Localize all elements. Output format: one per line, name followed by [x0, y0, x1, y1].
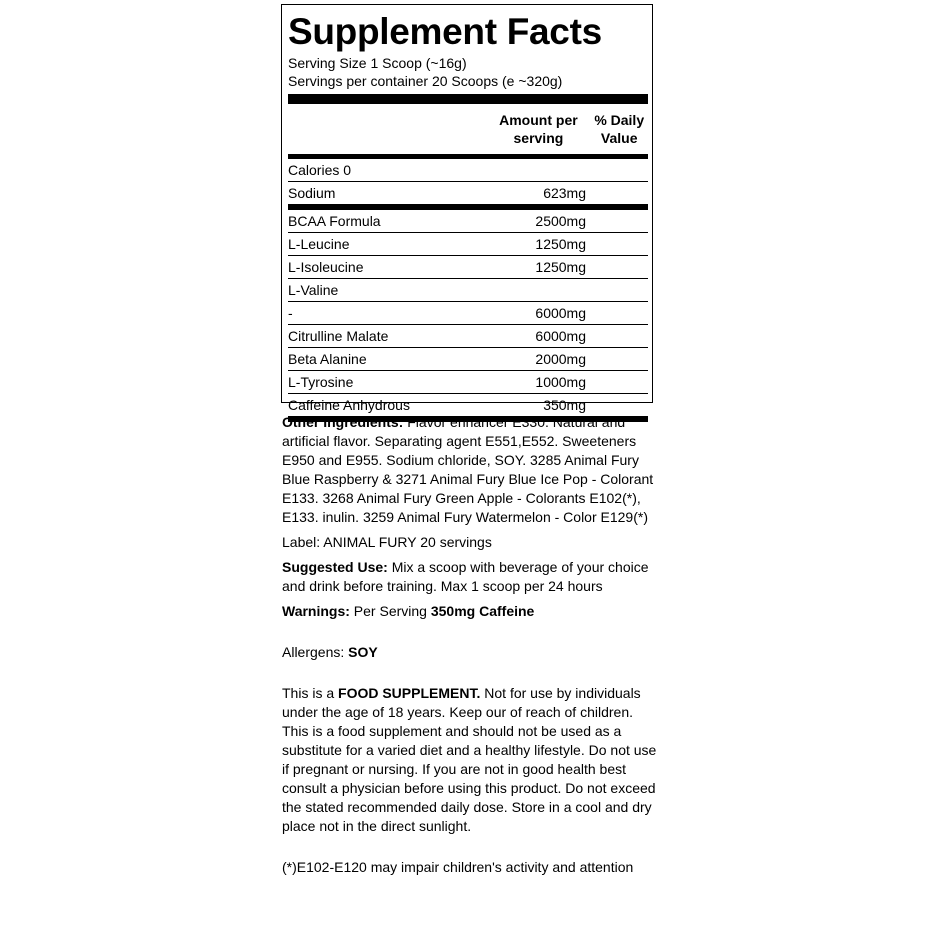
serving-size: Serving Size 1 Scoop (~16g): [288, 55, 467, 71]
nutrient-name: Sodium: [288, 185, 336, 201]
ingredient-amount: 6000mg: [535, 305, 586, 321]
ingredient-amount: 2500mg: [535, 213, 586, 229]
ingredient-amount: 2000mg: [535, 351, 586, 367]
ingredient-row: [288, 325, 648, 348]
ingredient-name: L-Isoleucine: [288, 259, 364, 275]
column-header: [288, 104, 648, 154]
ingredient-amount: 350mg: [543, 397, 586, 413]
ingredient-amount: 6000mg: [535, 328, 586, 344]
label-text-block: [282, 413, 662, 883]
ingredient-amount: 1250mg: [535, 259, 586, 275]
supplement-facts-panel: [281, 4, 653, 413]
warnings: Warnings: Per Serving 350mg Caffeine: [282, 603, 535, 619]
other-ingredients: Other Ingredients: Flavor enhancer E330. Natural and artificial flavor. Separating agent E551,E552. Sweeteners E950 and E955. Sodium chloride, SOY. 3285 Animal Fury Blue Raspberry & 3271 Animal Fury Blue Ice Pop - Colorant E133. 3268 Animal Fury Green Apple - Colorants E102(*), E133. inulin. 3259 Animal Fury Watermelon - Color E129(*): [282, 414, 654, 525]
ingredient-name: L-Leucine: [288, 236, 350, 252]
ingredient-name: L-Valine: [288, 282, 339, 298]
ingredient-row: [288, 256, 648, 279]
ingredient-row: [288, 279, 648, 302]
divider-thick: [288, 94, 648, 104]
suggested-use: Suggested Use: Mix a scoop with beverage of your choice and drink before training. Max 1 scoop per 24 hours: [282, 559, 649, 594]
nutrient-row: [288, 159, 648, 182]
nutrient-amount: 623mg: [543, 185, 586, 201]
ingredient-name: BCAA Formula: [288, 213, 381, 229]
label-line: Label: ANIMAL FURY 20 servings: [282, 534, 492, 550]
ingredient-name: Citrulline Malate: [288, 328, 389, 344]
food-supplement-notice: This is a FOOD SUPPLEMENT. Not for use by individuals under the age of 18 years. Keep our of reach of children. This is a food supplement and should not be used as a substitute for a varied diet and a healthy lifestyle. Do not use if pregnant or nursing. If you are not in good health best consult a physician before using this product. Do not exceed the stated recommended daily dose. Store in a cool and dry place not in the direct sunlight.: [282, 685, 657, 834]
nutrient-name: Calories 0: [288, 162, 352, 178]
ingredient-amount: 1250mg: [535, 236, 586, 252]
ingredient-name: Caffeine Anhydrous: [288, 397, 410, 413]
amount-per-serving-header: Amount per serving: [499, 112, 578, 146]
ingredient-row: [288, 210, 648, 233]
ingredient-name: L-Tyrosine: [288, 374, 354, 390]
daily-value-header: % Daily Value: [594, 112, 645, 146]
footnote: (*)E102-E120 may impair children's activity and attention: [282, 859, 634, 875]
facts-title: Supplement Facts: [288, 11, 602, 52]
ingredient-row: [288, 348, 648, 371]
ingredient-name: Beta Alanine: [288, 351, 367, 367]
nutrient-row: [288, 182, 648, 204]
ingredient-amount: 1000mg: [535, 374, 586, 390]
ingredient-row: [288, 233, 648, 256]
ingredient-row: [288, 371, 648, 394]
servings-per-container: Servings per container 20 Scoops (e ~320g): [288, 73, 563, 89]
ingredient-name: -: [288, 305, 293, 321]
allergens: Allergens: SOY: [282, 644, 378, 660]
ingredient-row: [288, 302, 648, 325]
